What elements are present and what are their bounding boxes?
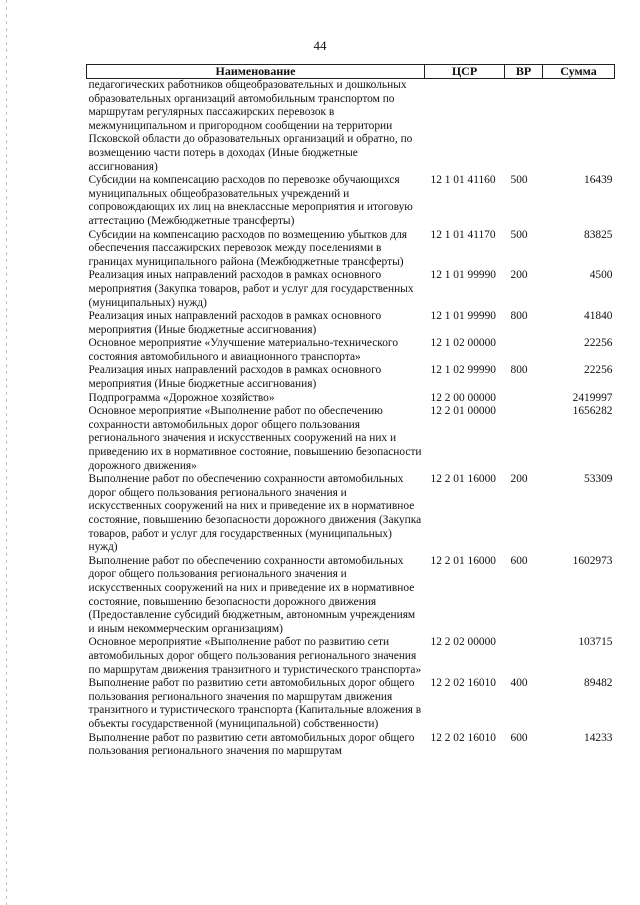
- cell-name: Реализация иных направлений расходов в рамках основного мероприятия (Иные бюджетные ассигнования): [88, 364, 382, 391]
- table-row: [87, 364, 615, 391]
- cell-name: Реализация иных направлений расходов в рамках основного мероприятия (Иные бюджетные ассигнования): [88, 310, 382, 336]
- cell-vr: [505, 337, 543, 364]
- table-row: [87, 555, 615, 637]
- cell-vr: 600: [510, 554, 528, 567]
- budget-table: [86, 64, 615, 759]
- header-csr: ЦСР: [425, 65, 505, 79]
- cell-csr: 12 2 01 16000: [430, 473, 496, 486]
- cell-csr: 12 2 02 16010: [430, 731, 496, 744]
- cell-vr: 200: [510, 269, 528, 282]
- cell-vr: [505, 79, 543, 175]
- cell-sum: 103715: [578, 636, 613, 649]
- cell-csr: 12 1 02 00000: [430, 337, 496, 350]
- cell-vr: 500: [510, 174, 528, 187]
- cell-sum: 41840: [584, 310, 613, 323]
- cell-vr: [505, 636, 543, 677]
- table-row: [87, 732, 615, 759]
- table-row: [87, 229, 615, 270]
- cell-name: Основное мероприятие «Выполнение работ по развитию сети автомобильных дорог общего пользования регионального значения по маршрутам движения транзитного и туристического транспорта»: [88, 636, 422, 676]
- cell-vr: 800: [510, 310, 528, 323]
- table-row: [87, 269, 615, 310]
- cell-csr: 12 2 02 00000: [430, 636, 496, 649]
- cell-sum: 22256: [584, 364, 613, 377]
- cell-name: Подпрограмма «Дорожное хозяйство»: [88, 391, 275, 404]
- table-row: [87, 392, 615, 406]
- cell-vr: 200: [510, 473, 528, 486]
- cell-sum: 16439: [584, 174, 613, 187]
- table-header-row: [87, 65, 615, 79]
- cell-csr: 12 1 01 41170: [430, 228, 496, 241]
- cell-sum: 2419997: [572, 391, 613, 404]
- page-number: 44: [313, 38, 327, 53]
- cell-name: Субсидии на компенсацию расходов по возмещению убытков для обеспечения пассажирских перевозок между поселениями в границах муниципального района (Межбюджетные трансферты): [88, 228, 408, 268]
- cell-csr: 12 2 01 16000: [430, 554, 496, 567]
- table-row: [87, 337, 615, 364]
- cell-name: Основное мероприятие «Выполнение работ по обеспечению сохранности автомобильных дорог общего пользования регионального значения и искусственных сооружений на них и приведению их в нормативное состояние, повышению безопасности дорожного движения»: [88, 405, 422, 472]
- cell-csr: 12 2 02 16010: [430, 677, 496, 690]
- table-row: [87, 636, 615, 677]
- cell-csr: 12 1 01 99990: [430, 310, 496, 323]
- cell-name: Выполнение работ по развитию сети автомобильных дорог общего пользования регионального значения по маршрутам: [88, 731, 415, 758]
- header-vr: ВР: [505, 65, 543, 79]
- table-row: [87, 405, 615, 473]
- cell-csr: 12 1 02 99990: [430, 364, 496, 377]
- cell-sum: 89482: [584, 677, 613, 690]
- scan-edge: [6, 0, 7, 905]
- header-name: Наименование: [87, 65, 425, 79]
- cell-name: Основное мероприятие «Улучшение материально-технического состояния автомобильного и авиационного транспорта»: [88, 337, 399, 363]
- cell-vr: [505, 405, 543, 473]
- cell-vr: 400: [510, 677, 528, 690]
- cell-csr: 12 2 01 00000: [430, 405, 496, 418]
- cell-csr: [425, 79, 505, 175]
- cell-sum: 1656282: [572, 405, 613, 418]
- cell-name: Выполнение работ по обеспечению сохранности автомобильных дорог общего пользования регионального значения и искусственных сооружений на них и приведение их в нормативное состояние, повышению безопасности дорожного движения (Предоставление субсидий бюджетным, автономным учреждениям и иным некоммерческим организациям): [88, 554, 416, 635]
- cell-vr: [505, 392, 543, 406]
- cell-sum: 14233: [584, 731, 613, 744]
- table-row: [87, 677, 615, 731]
- cell-csr: 12 2 00 00000: [430, 391, 496, 404]
- cell-csr: 12 1 01 41160: [430, 174, 496, 187]
- header-sum: Сумма: [543, 65, 615, 79]
- cell-name: Выполнение работ по обеспечению сохранности автомобильных дорог общего пользования регионального значения и искусственных сооружений на них и приведение их в нормативное состояние, повышению безопасности дорожного движения (Закупка товаров, работ и услуг для государственных (муниципальных) нужд): [88, 473, 422, 554]
- table-row: [87, 310, 615, 337]
- cell-sum: 1602973: [572, 554, 613, 567]
- cell-name: Реализация иных направлений расходов в рамках основного мероприятия (Закупка товаров, работ и услуг для государственных (муниципальных) нужд): [88, 269, 414, 309]
- cell-csr: 12 1 01 99990: [430, 269, 496, 282]
- table-row: [87, 174, 615, 228]
- cell-sum: 53309: [584, 473, 613, 486]
- cell-sum: 83825: [584, 228, 613, 241]
- cell-vr: 800: [510, 364, 528, 377]
- cell-sum: 4500: [589, 269, 613, 282]
- cell-vr: 600: [510, 731, 528, 744]
- cell-name: Выполнение работ по развитию сети автомобильных дорог общего пользования регионального значения по маршрутам движения транзитного и туристического транспорта (Капитальные вложения в объекты государственной (муниципальной) собственности): [88, 677, 422, 730]
- table-row: [87, 79, 615, 175]
- cell-sum: 22256: [584, 337, 613, 350]
- cell-name: педагогических работников общеобразовательных и дошкольных образовательных организаций автомобильным транспортом по маршрутам регулярных пассажирских перевозок в межмуниципальном и пригородном сообщении на территории Псковской области до образовательных организаций и обратно, по возмещению части потерь в доходах (Иные бюджетные ассигнования): [88, 79, 413, 173]
- table-row: [87, 473, 615, 555]
- cell-sum: [543, 79, 615, 175]
- cell-vr: 500: [510, 228, 528, 241]
- cell-name: Субсидии на компенсацию расходов по перевозке обучающихся муниципальных общеобразовательных учреждений и сопровождающих их лиц на внеклассные мероприятия и итоговую аттестацию (Межбюджетные трансферты): [88, 174, 413, 227]
